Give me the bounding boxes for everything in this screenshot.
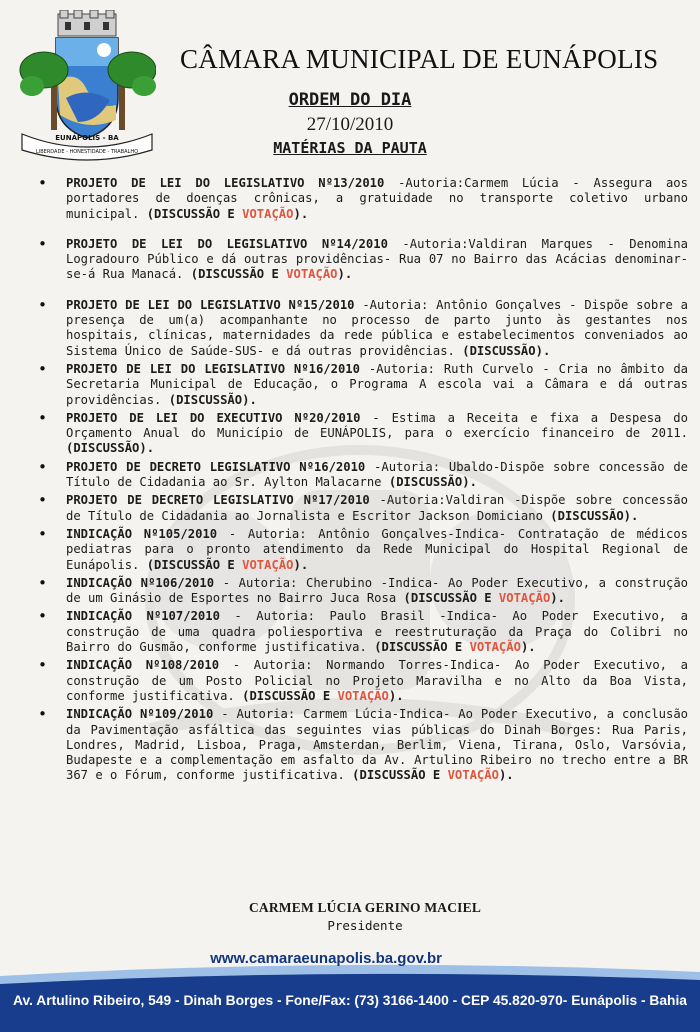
- item-status: (DISCUSSÃO).: [462, 343, 551, 358]
- order-date: 27/10/2010: [306, 114, 394, 135]
- agenda-item: [38, 362, 688, 408]
- item-text: - Estima a Receita e fixa a Despesa do Orçamento Anual do Município de EUNÁPOLIS, para o exercício financeiro de 2011.: [66, 410, 688, 441]
- order-subtitle: MATÉRIAS DA PAUTA: [273, 139, 427, 157]
- item-text: - Autoria: Antônio Gonçalves-Indica- Contratação de médicos pediatras para o pronto atendimento da Rede Municipal do Hospital Regional de Eunápolis.: [66, 526, 688, 572]
- agenda-item: [38, 460, 688, 491]
- item-title: PROJETO DE DECRETO LEGISLATIVO Nº17/2010: [66, 493, 370, 508]
- item-text: - Autoria: Normando Torres-Indica- Ao Poder Executivo, a construção de um Posto Policial no Projeto Maravilha e no Alto da Boa Vista, conforme justificativa.: [66, 658, 688, 703]
- item-status: (DISCUSSÃO E VOTAÇÃO).: [374, 640, 536, 655]
- agenda-item: [38, 527, 688, 573]
- signature-name: CARMEM LÚCIA GERINO MACIEL: [248, 900, 482, 915]
- item-status: (DISCUSSÃO).: [550, 508, 639, 523]
- item-status: (DISCUSSÃO).: [388, 475, 477, 490]
- item-text: -Autoria:Valdiran Marques - Denomina Logradouro Público e dá outras providências- Rua 07 no Bairro das Acácias denominar-se-á Rua Manacá.: [66, 236, 688, 282]
- item-title: INDICAÇÃO Nº108/2010: [66, 658, 220, 673]
- agenda-item: [38, 298, 688, 359]
- item-text: - Autoria: Cherubino -Indica- Ao Poder Executivo, a construção de um Ginásio de Esportes no Bairro Juca Rosa: [66, 575, 689, 606]
- item-text: -Autoria: Ruth Curvelo - Cria no âmbito da Secretaria Municipal de Educação, o Programa A escola vai a Câmara e dá outras providências.: [66, 361, 688, 407]
- agenda-item: [38, 658, 688, 704]
- agenda-item: [38, 411, 688, 457]
- item-status: (DISCUSSÃO).: [66, 441, 155, 456]
- item-status: (DISCUSSÃO E VOTAÇÃO).: [403, 591, 565, 606]
- footer-address: Av. Artulino Ribeiro, 549 - Dinah Borges - Fone/Fax: (73) 3166-1400 - CEP 45.820-970- Eunápolis - Bahia: [13, 993, 687, 1008]
- item-title: PROJETO DE DECRETO LEGISLATIVO Nº16/2010: [66, 459, 366, 474]
- website-link[interactable]: www.camaraeunapolis.ba.gov.br: [210, 950, 442, 967]
- agenda-list: [38, 176, 688, 784]
- signature-role: Presidente: [327, 918, 403, 933]
- item-status: (DISCUSSÃO E VOTAÇÃO).: [352, 768, 514, 783]
- agenda-item: [38, 493, 688, 524]
- footer: [0, 940, 700, 1032]
- item-title: INDICAÇÃO Nº107/2010: [66, 609, 220, 624]
- item-status: (DISCUSSÃO).: [168, 392, 257, 407]
- agenda-item: [38, 707, 688, 783]
- agenda-item: [38, 176, 688, 222]
- item-title: PROJETO DE LEI DO EXECUTIVO Nº20/2010: [66, 410, 361, 425]
- item-text: -Autoria: Ubaldo-Dispõe sobre concessão de Título de Cidadania ao Sr. Aylton Malacarne: [66, 459, 689, 490]
- item-title: INDICAÇÃO Nº105/2010: [66, 526, 218, 541]
- item-text: -Autoria:Carmem Lúcia - Assegura aos portadores de doenças crônicas, a gratuidade no transporte coletivo urbano municipal.: [66, 176, 688, 221]
- item-text: - Autoria: Paulo Brasil -Indica- Ao Poder Executivo, a construção de uma quadra poliesportiva e reestruturação da Praça do Colibri no Bairro do Gusmão, conforme justificativa.: [66, 609, 689, 655]
- item-text: - Autoria: Carmem Lúcia-Indica- Ao Poder Executivo, a conclusão da Pavimentação asfáltica das seguintes vias públicas do Dinah Borges: Rua Paris, Londres, Madrid, Lisboa, Praga, Amsterdan, Berlim, Viena, Tirana, Oslo, Varsóvia, Budapeste e a complementação em asfalto da Av. Artulino Ribeiro no trecho entre a BR 367 e o Fórum, conforme justificativa.: [66, 707, 689, 783]
- item-text: -Autoria: Antônio Gonçalves - Dispõe sobre a presença de um(a) acompanhante no processo de parto junto às gestantes nos hospitais, clínicas, maternidades da rede pública e estabelecimentos conveniados ao Sistema Único de Saúde-SUS- e dá outras providências.: [66, 297, 688, 358]
- agenda-item: [38, 576, 688, 607]
- item-title: INDICAÇÃO Nº109/2010: [66, 707, 214, 722]
- item-text: -Autoria:Valdiran -Dispõe sobre concessão de Título de Cidadania ao Jornalista e Escritor Jackson Domiciano: [66, 493, 688, 523]
- item-status: (DISCUSSÃO E VOTAÇÃO).: [190, 267, 353, 282]
- item-title: PROJETO DE LEI DO LEGISLATIVO Nº14/2010: [66, 236, 388, 251]
- signature-block: [200, 900, 530, 933]
- item-title: PROJETO DE LEI DO LEGISLATIVO Nº15/2010: [66, 297, 355, 312]
- item-title: PROJETO DE LEI DO LEGISLATIVO Nº13/2010: [66, 176, 385, 190]
- item-status: (DISCUSSÃO E VOTAÇÃO).: [146, 206, 309, 221]
- page-title: CÂMARA MUNICIPAL DE EUNÁPOLIS: [180, 44, 659, 74]
- item-title: INDICAÇÃO Nº106/2010: [66, 575, 215, 590]
- agenda-item: [38, 237, 688, 283]
- item-status: (DISCUSSÃO E VOTAÇÃO).: [146, 557, 309, 572]
- item-title: PROJETO DE LEI DO LEGISLATIVO Nº16/2010: [66, 361, 360, 376]
- item-status: (DISCUSSÃO E VOTAÇÃO).: [242, 688, 404, 703]
- crest-banner-text: EUNÁPOLIS - BA: [55, 134, 119, 142]
- crest-motto-text: LIBERDADE - HONESTIDADE - TRABALHO: [35, 149, 139, 155]
- crest-logo: [18, 10, 156, 162]
- agenda-item: [38, 609, 688, 655]
- order-title: ORDEM DO DIA: [288, 90, 412, 110]
